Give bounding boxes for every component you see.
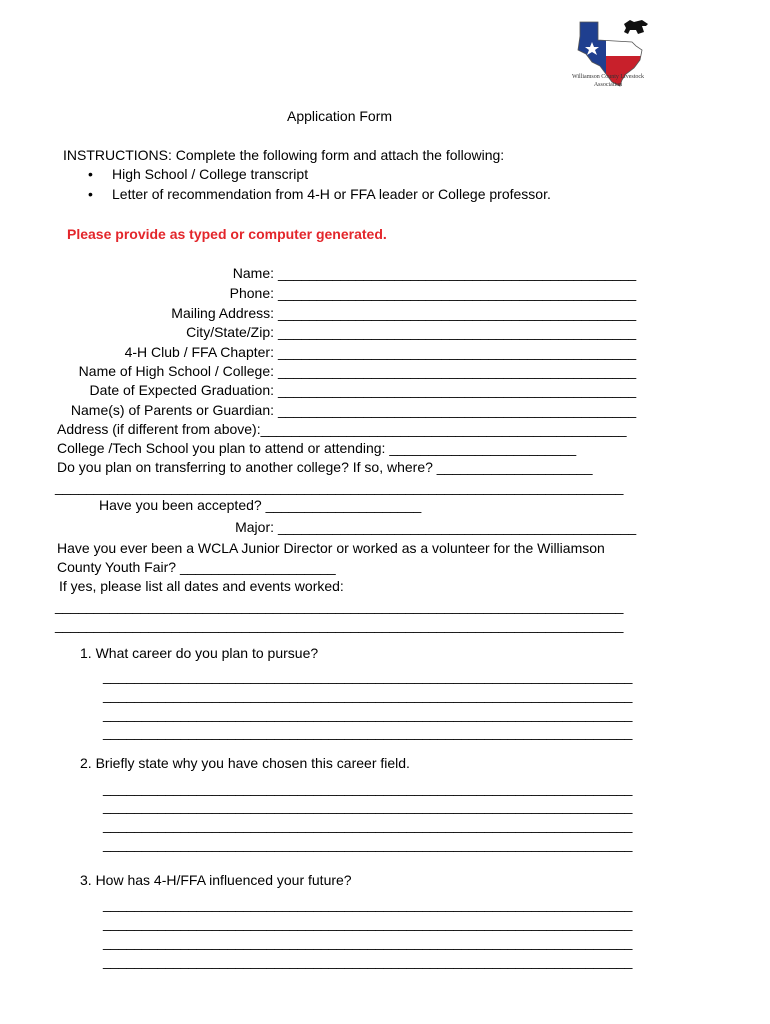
mailing-address-field[interactable]: ______________________________________________ (278, 305, 637, 321)
wcla-question-continued[interactable]: County Youth Fair? ____________________ (57, 559, 336, 575)
bullet-dot: • (88, 186, 93, 202)
form-title: Application Form (287, 108, 393, 124)
college-line[interactable]: College /Tech School you plan to attend or attending: ________________________ (57, 440, 577, 456)
school-field[interactable]: ______________________________________________ (278, 363, 637, 379)
graduation-date-field[interactable]: ______________________________________________ (278, 382, 637, 398)
answer-line[interactable]: ____________________________________________________________________ (103, 836, 633, 852)
major-label: Major: (235, 519, 274, 535)
answer-line[interactable]: ____________________________________________________________________ (103, 724, 633, 740)
alt-address-line[interactable]: Address (if different from above):_______________________________________________ (57, 421, 627, 437)
parents-field[interactable]: ______________________________________________ (278, 402, 637, 418)
accepted-line[interactable]: Have you been accepted? ____________________ (99, 497, 422, 513)
mailing-address-label: Mailing Address: (171, 305, 274, 321)
school-label: Name of High School / College: (78, 363, 274, 379)
dates-events-label: If yes, please list all dates and events worked: (59, 578, 344, 594)
answer-line[interactable]: ____________________________________________________________________ (103, 915, 633, 931)
major-field[interactable]: ______________________________________________ (278, 519, 637, 535)
bullet-recommendation: Letter of recommendation from 4-H or FFA leader or College professor. (112, 186, 551, 202)
answer-line[interactable]: ____________________________________________________________________ (103, 780, 633, 796)
transfer-continuation-blank[interactable]: _________________________________________________________________________ (55, 479, 624, 495)
answer-line[interactable]: ____________________________________________________________________ (103, 706, 633, 722)
answer-line[interactable]: ____________________________________________________________________ (103, 934, 633, 950)
graduation-date-label: Date of Expected Graduation: (89, 382, 274, 398)
phone-label: Phone: (229, 285, 274, 301)
dates-blank[interactable]: _________________________________________________________________________ (55, 598, 624, 614)
wcla-question: Have you ever been a WCLA Junior Director or worked as a volunteer for the Williamson (57, 540, 605, 556)
logo-caption-line1: Williamson County Livestock (571, 74, 645, 80)
answer-line[interactable]: ____________________________________________________________________ (103, 798, 633, 814)
answer-line[interactable]: ____________________________________________________________________ (103, 953, 633, 969)
name-field[interactable]: ______________________________________________ (278, 265, 637, 281)
answer-line[interactable]: ____________________________________________________________________ (103, 668, 633, 684)
answer-line[interactable]: ____________________________________________________________________ (103, 896, 633, 912)
club-chapter-label: 4-H Club / FFA Chapter: (124, 344, 274, 360)
logo-caption-line2: Association (593, 82, 623, 88)
question-1: 1. What career do you plan to pursue? (80, 645, 319, 661)
parents-label: Name(s) of Parents or Guardian: (70, 402, 274, 418)
phone-field[interactable]: ______________________________________________ (278, 285, 637, 301)
city-state-zip-field[interactable]: ______________________________________________ (278, 324, 637, 340)
answer-line[interactable]: ____________________________________________________________________ (103, 817, 633, 833)
club-chapter-field[interactable]: ______________________________________________ (278, 344, 637, 360)
city-state-zip-label: City/State/Zip: (186, 324, 274, 340)
answer-line[interactable]: ____________________________________________________________________ (103, 687, 633, 703)
question-2: 2. Briefly state why you have chosen this career field. (80, 755, 410, 771)
transfer-line[interactable]: Do you plan on transferring to another college? If so, where? ____________________ (57, 459, 593, 475)
name-label: Name: (232, 265, 274, 281)
bullet-transcript: High School / College transcript (112, 166, 309, 182)
typed-notice: Please provide as typed or computer generated. (67, 226, 387, 242)
instructions-text: INSTRUCTIONS: Complete the following form and attach the following: (63, 147, 505, 163)
logo-caption (566, 73, 650, 89)
dates-blank[interactable]: _________________________________________________________________________ (55, 617, 624, 633)
question-3: 3. How has 4-H/FFA influenced your future? (80, 872, 352, 888)
bullet-dot: • (88, 166, 93, 182)
